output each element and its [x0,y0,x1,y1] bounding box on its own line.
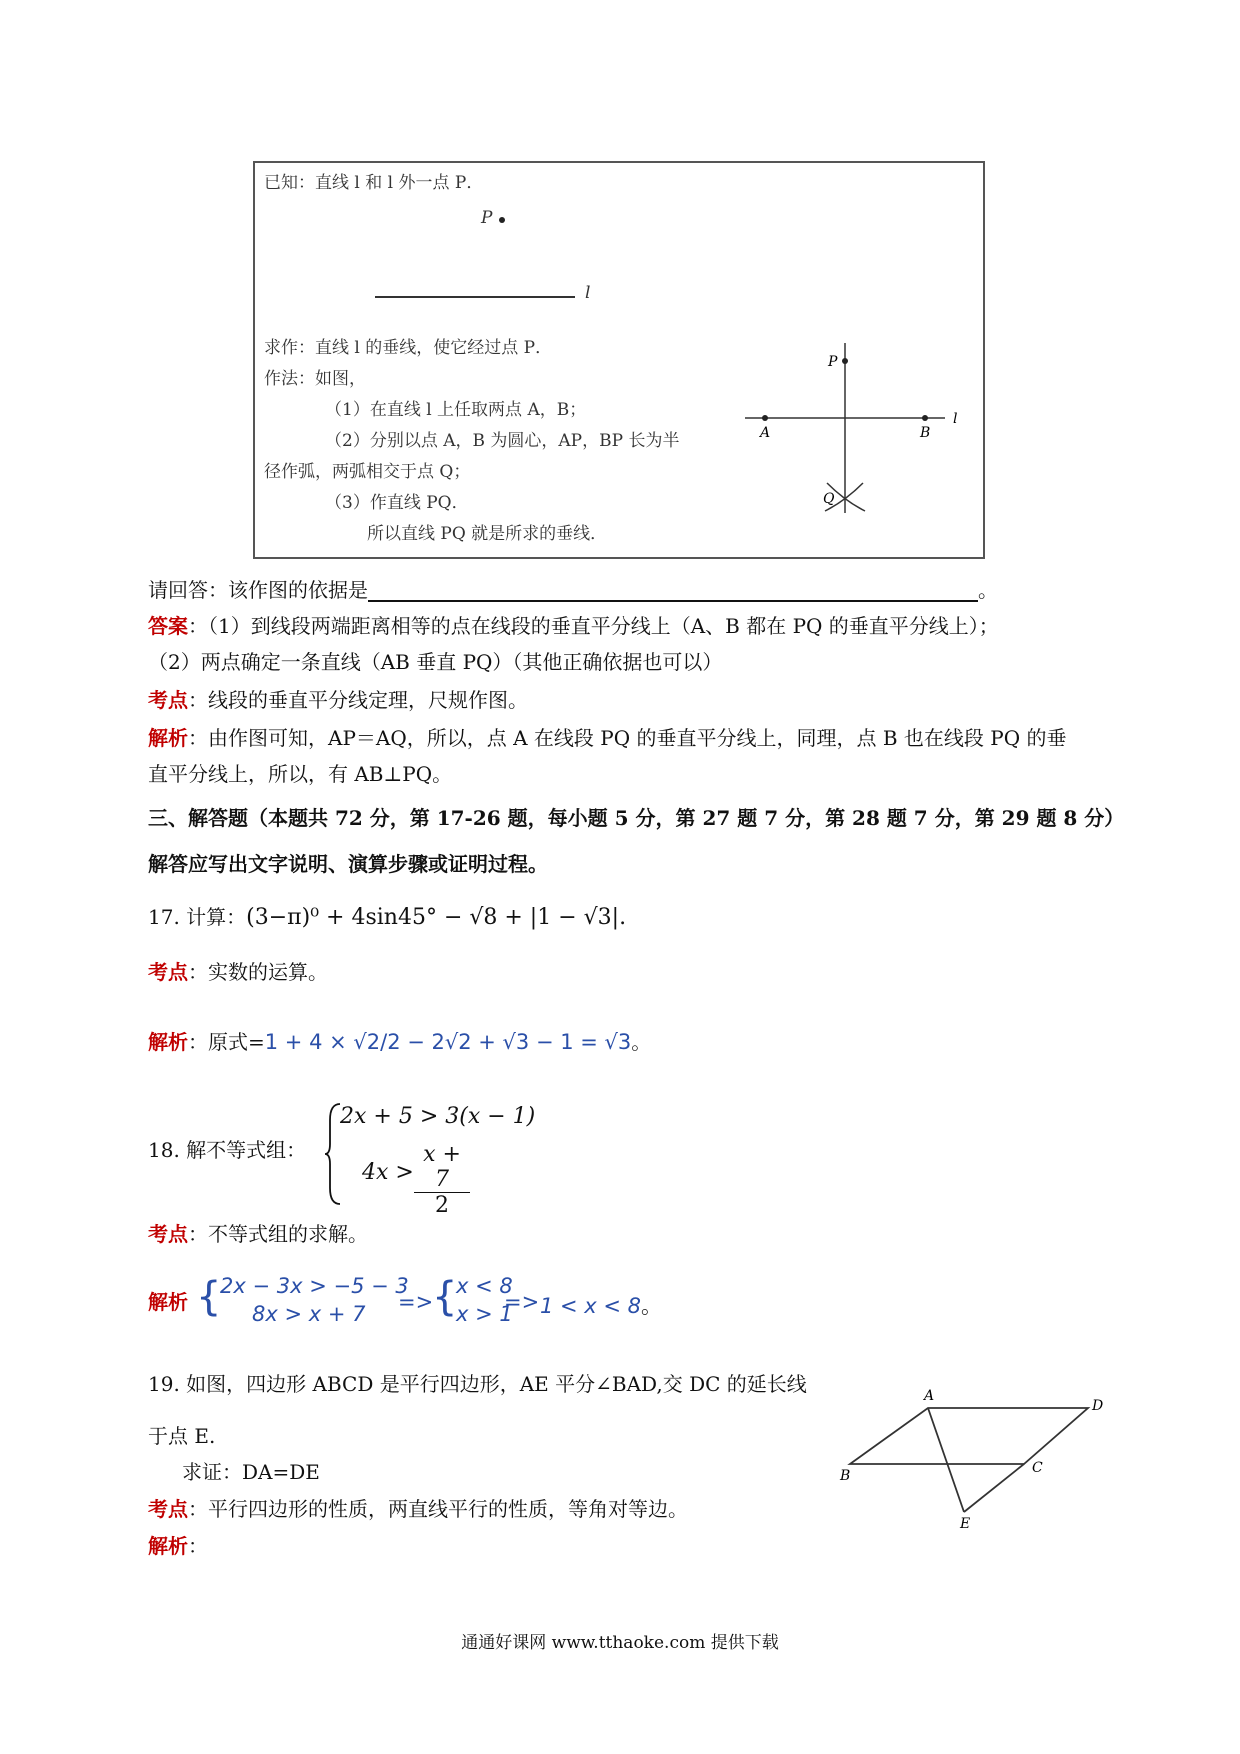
box-method: 作法：如图， [264,369,366,389]
q19-line2: 于点 E. [148,1424,216,1448]
q16-kaodian: 考点：线段的垂直平分线定理，尺规作图。 [148,688,528,712]
box-conclusion: 所以直线 PQ 就是所求的垂线． [367,524,608,544]
q18-sys2-top: x < 8 [456,1274,513,1298]
box-given: 已知：直线 l 和 l 外一点 P． [264,173,484,193]
q18-numerator: x + 7 [414,1142,470,1193]
box-line-l-label: l [585,283,591,303]
q17-expr: (3−π)⁰ + 4sin45° − √8 + |1 − √3|. [246,905,627,930]
q16-answer-line2: （2）两点确定一条直线（AB 垂直 PQ）（其他正确依据也可以） [148,650,723,674]
q18-denominator: 2 [435,1193,449,1218]
fig-label-c: C [1032,1460,1043,1476]
q16-answer-line1: 答案：（1）到线段两端距离相等的点在线段的垂直平分线上（A、B 都在 PQ 的垂直平分线上）； [148,614,999,638]
q16-prompt: 请回答：该作图的依据是 [148,578,368,602]
q17-jiexi: 解析：原式=1 + 4 × √2/2 − 2√2 + √3 − 1 = √3。 [148,1030,652,1054]
q19-line1: 19. 如图，四边形 ABCD 是平行四边形，AE 平分∠BAD,交 DC 的延长线 [148,1372,807,1396]
point-p-dot [499,217,505,223]
q18-result: 1 < x < 8 [540,1294,642,1318]
q18-arrow2: => [504,1290,540,1314]
q18-result-line: 1 < x < 8。 [540,1294,663,1318]
q17-solution: 1 + 4 × √2/2 − 2√2 + √3 − 1 = √3 [264,1030,632,1054]
parallelogram-figure [838,1380,1108,1530]
q16-prompt-line: 请回答：该作图的依据是 。 [148,578,998,602]
box-task: 求作：直线 l 的垂线，使它经过点 P． [264,338,553,358]
q17-kaodian: 考点：实数的运算。 [148,960,328,984]
fig-label-b: B [920,425,931,441]
q18-jiexi-label: 解析 [148,1290,188,1314]
box-step2a: （2）分别以点 A，B 为圆心，AP，BP 长为半 [325,431,680,451]
fig-label-d: D [1092,1398,1104,1414]
q19-jiexi: 解析： [148,1534,208,1558]
line-l [375,296,575,298]
q18-sys2-brace: { [432,1274,458,1320]
q18-sys2-bot: x > 1 [456,1302,513,1326]
q18-kaodian: 考点：不等式组的求解。 [148,1222,368,1246]
answer-blank [368,580,978,602]
fig-label-q: Q [823,491,835,507]
fig-label-l: l [953,411,958,427]
q18-fraction [414,1142,470,1218]
q19-line3: 求证：DA=DE [182,1460,320,1484]
page-footer: 通通好课网 www.tthaoke.com 提供下载 [461,1633,779,1653]
perpendicular-figure [735,333,975,533]
answer-label: 答案 [148,614,188,638]
q18-sys1-brace: { [196,1274,222,1320]
q18-ineq2-left: 4x > [362,1160,414,1185]
q18-sys1-top: 2x − 3x > −5 − 3 [220,1274,409,1298]
q17-line [148,905,626,931]
fig-label-e: E [960,1516,971,1530]
section3-title: 三、解答题（本题共 72 分，第 17-26 题，每小题 5 分，第 27 题 7 分，第 28 题 7 分，第 29 题 8 分） [148,806,1125,830]
box-step3: （3）作直线 PQ． [325,493,469,513]
q17-prompt: 17. 计算： [148,905,247,929]
box-step1: （1）在直线 l 上任取两点 A，B； [325,400,587,420]
section3-subtitle: 解答应写出文字说明、演算步骤或证明过程。 [148,852,548,876]
fig-label-b: B [840,1468,851,1484]
box-point-p: P [481,208,493,228]
construction-box [253,161,985,559]
fig-label-a: A [760,425,771,441]
q16-jiexi-line2: 直平分线上，所以，有 AB⊥PQ。 [148,762,453,786]
box-step2b: 径作弧，两弧相交于点 Q； [264,462,471,482]
q18-arrow1: => [398,1290,434,1314]
q19-kaodian: 考点：平行四边形的性质，两直线平行的性质，等角对等边。 [148,1497,688,1521]
q18-sys1-bot: 8x > x + 7 [252,1302,366,1326]
fig-label-a: A [924,1388,935,1404]
q18-prompt: 18. 解不等式组： [148,1138,307,1162]
q18-ineq1: 2x + 5 > 3(x − 1) [340,1104,536,1129]
q16-jiexi-line1: 解析：由作图可知，AP＝AQ，所以，点 A 在线段 PQ 的垂直平分线上，同理，点 B 也在线段 PQ 的垂 [148,726,1067,750]
fig-label-p: P [828,354,838,370]
